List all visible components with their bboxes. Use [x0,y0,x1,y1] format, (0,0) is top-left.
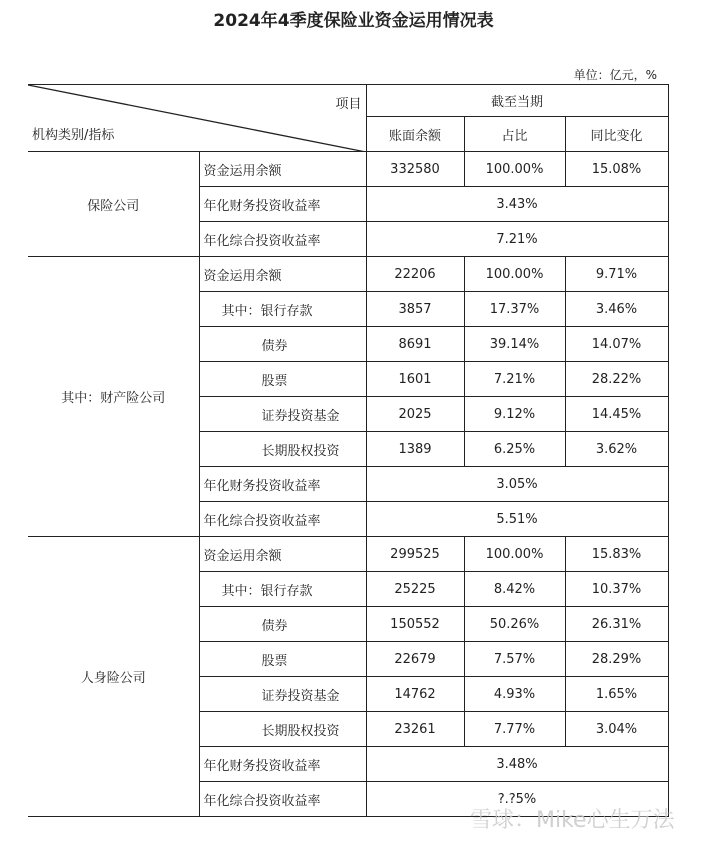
balance-cell: 3857 [366,292,464,327]
unit-label: 单位：亿元，% [573,68,657,82]
table-row [28,152,668,187]
balance-cell: 23261 [366,712,464,747]
yoy-change-cell: 15.08% [565,152,668,187]
merged-value: 3.05% [366,467,668,502]
row-label: 年化综合投资收益率 [199,222,366,257]
share-cell: 8.42% [464,572,565,607]
row-label: 长期股权投资 [199,712,366,747]
row-label: 其中：银行存款 [199,292,366,327]
balance-cell: 150552 [366,607,464,642]
row-label: 年化财务投资收益率 [199,187,366,222]
row-label: 股票 [199,362,366,397]
share-cell: 7.21% [464,362,565,397]
balance-cell: 14762 [366,677,464,712]
row-label: 年化综合投资收益率 [199,782,366,817]
yoy-change-cell: 28.22% [565,362,668,397]
balance-cell: 22206 [366,257,464,292]
row-label: 其中：银行存款 [199,572,366,607]
diagonal-header-cell [28,85,366,152]
yoy-change-cell: 14.45% [565,397,668,432]
col-header-yoy: 同比变化 [565,117,668,152]
row-label: 年化财务投资收益率 [199,467,366,502]
share-cell: 100.00% [464,537,565,572]
balance-cell: 25225 [366,572,464,607]
table-row [28,537,668,572]
row-label: 年化财务投资收益率 [199,747,366,782]
group-name: 人身险公司 [28,537,199,817]
row-label: 资金运用余额 [199,257,366,292]
yoy-change-cell: 1.65% [565,677,668,712]
yoy-change-cell: 15.83% [565,537,668,572]
balance-cell: 1389 [366,432,464,467]
yoy-change-cell: 3.46% [565,292,668,327]
period-header: 截至当期 [366,85,668,117]
balance-cell: 22679 [366,642,464,677]
category-header: 机构类别/指标 [32,128,115,143]
share-cell: 39.14% [464,327,565,362]
share-cell: 4.93% [464,677,565,712]
share-cell: 7.57% [464,642,565,677]
investment-table [28,84,669,817]
group-name: 保险公司 [28,152,199,257]
row-label: 长期股权投资 [199,432,366,467]
merged-value: ?.?5% [366,782,668,817]
row-label: 债券 [199,607,366,642]
row-label: 债券 [199,327,366,362]
yoy-change-cell: 3.04% [565,712,668,747]
group-name: 其中：财产险公司 [28,257,199,537]
row-label: 证券投资基金 [199,677,366,712]
share-cell: 50.26% [464,607,565,642]
share-cell: 6.25% [464,432,565,467]
yoy-change-cell: 9.71% [565,257,668,292]
row-label: 年化综合投资收益率 [199,502,366,537]
col-header-share: 占比 [464,117,565,152]
yoy-change-cell: 10.37% [565,572,668,607]
merged-value: 3.43% [366,187,668,222]
share-cell: 9.12% [464,397,565,432]
yoy-change-cell: 28.29% [565,642,668,677]
row-label: 资金运用余额 [199,152,366,187]
balance-cell: 2025 [366,397,464,432]
share-cell: 100.00% [464,152,565,187]
merged-value: 5.51% [366,502,668,537]
share-cell: 17.37% [464,292,565,327]
yoy-change-cell: 3.62% [565,432,668,467]
share-cell: 100.00% [464,257,565,292]
share-cell: 7.77% [464,712,565,747]
yoy-change-cell: 14.07% [565,327,668,362]
merged-value: 7.21% [366,222,668,257]
page-title: 2024年4季度保险业资金运用情况表 [213,11,494,31]
item-header: 项目 [335,97,362,112]
merged-value: 3.48% [366,747,668,782]
yoy-change-cell: 26.31% [565,607,668,642]
watermark: 雪球：Mike心生万法 [470,808,675,833]
col-header-balance: 账面余额 [366,117,464,152]
table-row [28,257,668,292]
row-label: 资金运用余额 [199,537,366,572]
balance-cell: 1601 [366,362,464,397]
balance-cell: 332580 [366,152,464,187]
row-label: 股票 [199,642,366,677]
balance-cell: 299525 [366,537,464,572]
row-label: 证券投资基金 [199,397,366,432]
balance-cell: 8691 [366,327,464,362]
